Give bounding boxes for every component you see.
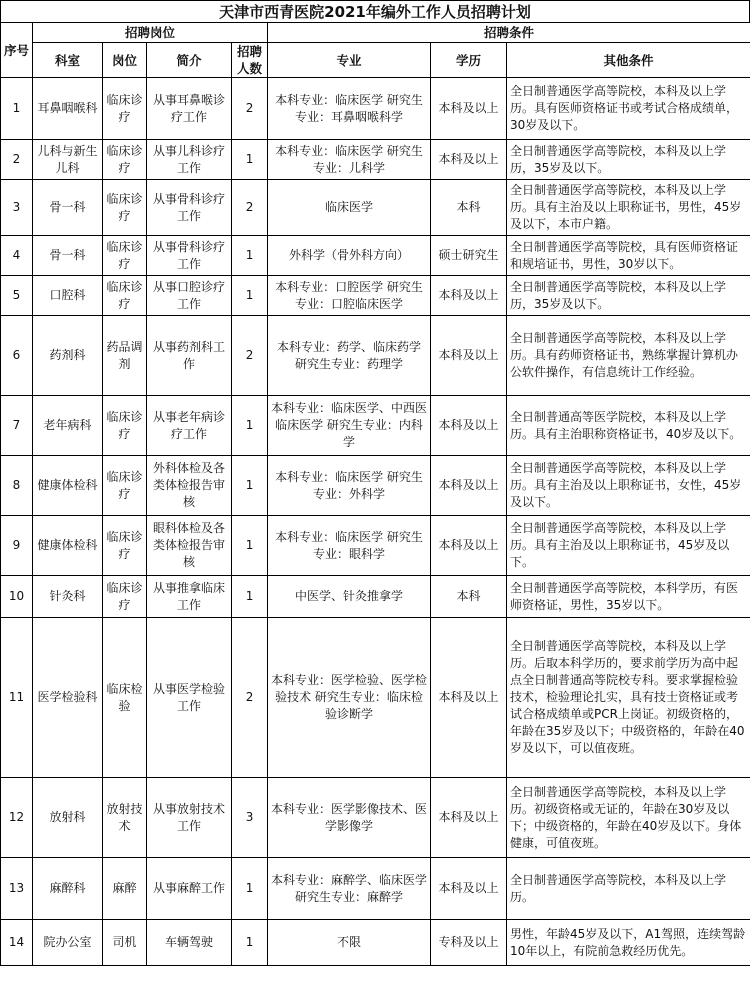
cell-count: 1 xyxy=(232,236,268,276)
cell-edu: 本科及以上 xyxy=(431,858,507,920)
header-other: 其他条件 xyxy=(507,43,750,78)
cell-count: 1 xyxy=(232,140,268,180)
cell-edu: 专科及以上 xyxy=(431,920,507,966)
row-number: 5 xyxy=(1,276,33,316)
cell-count: 1 xyxy=(232,456,268,516)
table-row xyxy=(1,516,750,576)
row-number: 11 xyxy=(1,618,33,778)
page-title: 天津市西青医院2021年编外工作人员招聘计划 xyxy=(0,0,750,22)
cell-other: 全日制普通高等医学院校，本科及以上学历。具有主治职称资格证书，40岁及以下。 xyxy=(507,396,750,456)
cell-post: 药品调剂 xyxy=(103,316,147,396)
cell-post: 临床检验 xyxy=(103,618,147,778)
cell-edu: 本科及以上 xyxy=(431,316,507,396)
cell-dept: 药剂科 xyxy=(33,316,103,396)
table-row xyxy=(1,618,750,778)
row-number: 1 xyxy=(1,78,33,140)
cell-other: 全日制普通医学高等院校，具有医师资格证和规培证书，男性，30岁以下。 xyxy=(507,236,750,276)
cell-desc: 外科体检及各类体检报告审核 xyxy=(147,456,232,516)
cell-count: 2 xyxy=(232,618,268,778)
table-row xyxy=(1,140,750,180)
cell-count: 2 xyxy=(232,180,268,236)
cell-count: 1 xyxy=(232,276,268,316)
cell-major: 外科学（骨外科方向） xyxy=(268,236,431,276)
cell-post: 临床诊疗 xyxy=(103,180,147,236)
cell-desc: 从事放射技术工作 xyxy=(147,778,232,858)
cell-other: 全日制普通医学高等院校，本科及以上学历。初级资格或无证的，年龄在30岁及以下；中级资格的，年龄在40岁及以下。身体健康，可值夜班。 xyxy=(507,778,750,858)
table-row xyxy=(1,396,750,456)
cell-other: 全日制普通医学高等院校，本科及以上学历。 xyxy=(507,858,750,920)
cell-count: 1 xyxy=(232,516,268,576)
cell-major: 本科专业：医学检验、医学检验技术 研究生专业：临床检验诊断学 xyxy=(268,618,431,778)
cell-major: 本科专业：医学影像技术、医学影像学 xyxy=(268,778,431,858)
cell-edu: 本科及以上 xyxy=(431,456,507,516)
header-edu: 学历 xyxy=(431,43,507,78)
row-number: 14 xyxy=(1,920,33,966)
row-number: 10 xyxy=(1,576,33,618)
cell-desc: 从事口腔诊疗工作 xyxy=(147,276,232,316)
header-post: 岗位 xyxy=(103,43,147,78)
cell-major: 本科专业：麻醉学、临床医学 研究生专业：麻醉学 xyxy=(268,858,431,920)
cell-post: 麻醉 xyxy=(103,858,147,920)
cell-dept: 儿科与新生儿科 xyxy=(33,140,103,180)
table-row xyxy=(1,180,750,236)
header-dept: 科室 xyxy=(33,43,103,78)
table-row xyxy=(1,316,750,396)
cell-major: 本科专业：临床医学 研究生专业：耳鼻咽喉科学 xyxy=(268,78,431,140)
cell-other: 全日制普通医学高等院校，本科及以上学历。具有主治及以上职称证书，45岁及以下。 xyxy=(507,516,750,576)
cell-desc: 从事骨科诊疗工作 xyxy=(147,236,232,276)
cell-other: 全日制普通医学高等院校，本科及以上学历。具有医师资格证书或考试合格成绩单，30岁及以下。 xyxy=(507,78,750,140)
row-number: 8 xyxy=(1,456,33,516)
cell-desc: 从事老年病诊疗工作 xyxy=(147,396,232,456)
cell-post: 临床诊疗 xyxy=(103,396,147,456)
row-number: 7 xyxy=(1,396,33,456)
header-count: 招聘人数 xyxy=(232,43,268,78)
cell-edu: 硕士研究生 xyxy=(431,236,507,276)
cell-major: 本科专业：临床医学 研究生专业：眼科学 xyxy=(268,516,431,576)
cell-major: 临床医学 xyxy=(268,180,431,236)
cell-dept: 医学检验科 xyxy=(33,618,103,778)
cell-dept: 骨一科 xyxy=(33,236,103,276)
cell-edu: 本科及以上 xyxy=(431,778,507,858)
cell-desc: 从事推拿临床工作 xyxy=(147,576,232,618)
cell-dept: 院办公室 xyxy=(33,920,103,966)
row-number: 6 xyxy=(1,316,33,396)
cell-edu: 本科 xyxy=(431,576,507,618)
row-number: 4 xyxy=(1,236,33,276)
cell-edu: 本科及以上 xyxy=(431,140,507,180)
row-number: 12 xyxy=(1,778,33,858)
table-row xyxy=(1,276,750,316)
cell-desc: 从事骨科诊疗工作 xyxy=(147,180,232,236)
header-major: 专业 xyxy=(268,43,431,78)
header-group-conditions: 招聘条件 xyxy=(268,23,750,43)
cell-count: 1 xyxy=(232,396,268,456)
cell-major: 本科专业：临床医学、中西医临床医学 研究生专业：内科学 xyxy=(268,396,431,456)
cell-other: 全日制普通医学高等院校，本科及以上学历。具有主治及以上职称证书，女性，45岁及以下。 xyxy=(507,456,750,516)
cell-major: 本科专业：临床医学 研究生专业：儿科学 xyxy=(268,140,431,180)
cell-post: 临床诊疗 xyxy=(103,576,147,618)
row-number: 2 xyxy=(1,140,33,180)
cell-post: 临床诊疗 xyxy=(103,456,147,516)
cell-dept: 耳鼻咽喉科 xyxy=(33,78,103,140)
cell-edu: 本科及以上 xyxy=(431,618,507,778)
cell-major: 本科专业：临床医学 研究生专业：外科学 xyxy=(268,456,431,516)
table-row xyxy=(1,456,750,516)
cell-post: 司机 xyxy=(103,920,147,966)
cell-dept: 骨一科 xyxy=(33,180,103,236)
cell-other: 全日制普通医学高等院校，本科学历，有医师资格证，男性，35岁以下。 xyxy=(507,576,750,618)
header-desc: 简介 xyxy=(147,43,232,78)
cell-desc: 从事医学检验工作 xyxy=(147,618,232,778)
cell-post: 放射技术 xyxy=(103,778,147,858)
cell-post: 临床诊疗 xyxy=(103,140,147,180)
cell-desc: 从事儿科诊疗工作 xyxy=(147,140,232,180)
cell-count: 1 xyxy=(232,576,268,618)
cell-edu: 本科及以上 xyxy=(431,396,507,456)
cell-major: 本科专业：药学、临床药学 研究生专业：药理学 xyxy=(268,316,431,396)
cell-other: 全日制普通医学高等院校，本科及以上学历。具有主治及以上职称证书，男性，45岁及以下，本市户籍。 xyxy=(507,180,750,236)
row-number: 3 xyxy=(1,180,33,236)
cell-post: 临床诊疗 xyxy=(103,276,147,316)
cell-dept: 麻醉科 xyxy=(33,858,103,920)
cell-dept: 放射科 xyxy=(33,778,103,858)
cell-post: 临床诊疗 xyxy=(103,516,147,576)
cell-desc: 从事耳鼻喉诊疗工作 xyxy=(147,78,232,140)
cell-post: 临床诊疗 xyxy=(103,236,147,276)
cell-major: 中医学、针灸推拿学 xyxy=(268,576,431,618)
cell-dept: 口腔科 xyxy=(33,276,103,316)
table-row xyxy=(1,778,750,858)
cell-major: 本科专业：口腔医学 研究生专业：口腔临床医学 xyxy=(268,276,431,316)
header-no: 序号 xyxy=(1,23,33,78)
table-row xyxy=(1,78,750,140)
table-row xyxy=(1,236,750,276)
cell-other: 全日制普通医学高等院校，本科及以上学历，35岁及以下。 xyxy=(507,276,750,316)
cell-count: 2 xyxy=(232,78,268,140)
table-row xyxy=(1,576,750,618)
cell-desc: 从事麻醉工作 xyxy=(147,858,232,920)
cell-dept: 健康体检科 xyxy=(33,516,103,576)
row-number: 13 xyxy=(1,858,33,920)
cell-edu: 本科及以上 xyxy=(431,516,507,576)
cell-count: 1 xyxy=(232,858,268,920)
cell-major: 不限 xyxy=(268,920,431,966)
cell-count: 1 xyxy=(232,920,268,966)
cell-post: 临床诊疗 xyxy=(103,78,147,140)
cell-other: 全日制普通医学高等院校，本科及以上学历。后取本科学历的，要求前学历为高中起点全日制普通高等院校专科。要求掌握检验技术，检验理论扎实，具有技士资格证或考试合格成绩单或PCR上岗证。初级资格的，年龄在35岁及以下；中级资格的，年龄在40岁及以下，可以值夜班。 xyxy=(507,618,750,778)
table-row xyxy=(1,920,750,966)
cell-desc: 眼科体检及各类体检报告审核 xyxy=(147,516,232,576)
header-group-post: 招聘岗位 xyxy=(33,23,268,43)
cell-edu: 本科 xyxy=(431,180,507,236)
cell-other: 全日制普通医学高等院校，本科及以上学历。具有药师资格证书，熟练掌握计算机办公软件操作，有信息统计工作经验。 xyxy=(507,316,750,396)
cell-edu: 本科及以上 xyxy=(431,276,507,316)
row-number: 9 xyxy=(1,516,33,576)
cell-edu: 本科及以上 xyxy=(431,78,507,140)
cell-other: 男性，年龄45岁及以下，A1驾照，连续驾龄10年以上，有院前急救经历优先。 xyxy=(507,920,750,966)
recruitment-table xyxy=(0,22,750,966)
cell-desc: 车辆驾驶 xyxy=(147,920,232,966)
cell-count: 3 xyxy=(232,778,268,858)
cell-count: 2 xyxy=(232,316,268,396)
cell-dept: 健康体检科 xyxy=(33,456,103,516)
table-row xyxy=(1,858,750,920)
cell-dept: 针灸科 xyxy=(33,576,103,618)
cell-desc: 从事药剂科工作 xyxy=(147,316,232,396)
cell-other: 全日制普通医学高等院校，本科及以上学历，35岁及以下。 xyxy=(507,140,750,180)
cell-dept: 老年病科 xyxy=(33,396,103,456)
